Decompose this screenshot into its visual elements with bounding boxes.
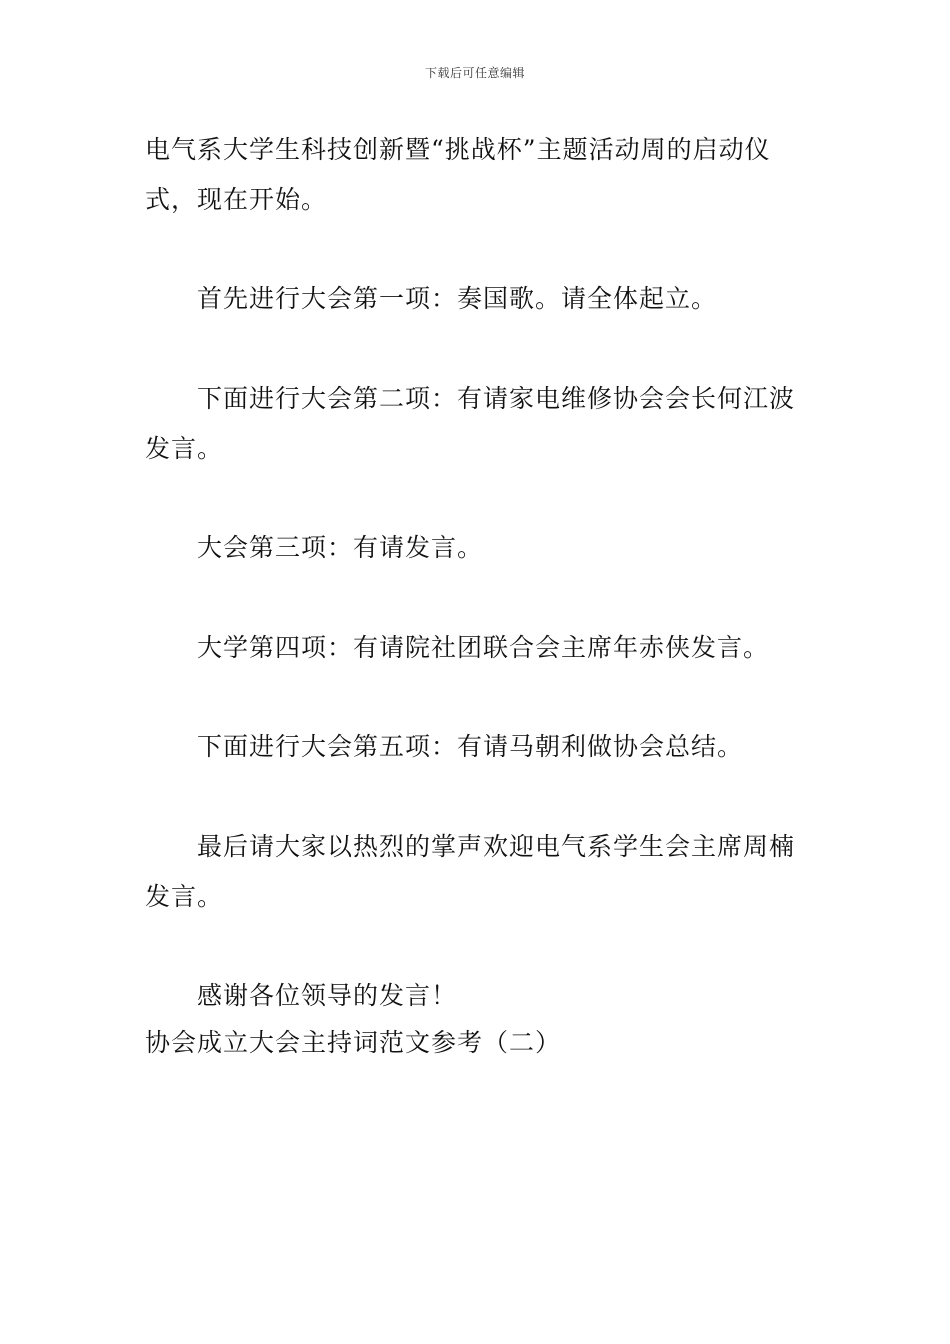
paragraph-item-4: 大学第四项：有请院社团联合会主席年赤侠发言。 [197, 633, 770, 662]
page-header: 下载后可任意编辑 [424, 66, 525, 80]
paragraph-item-1: 首先进行大会第一项：奏国歌。请全体起立。 [197, 284, 718, 313]
next-section-title: 协会成立大会主持词范文参考（二） [145, 1028, 562, 1057]
paragraph-item-2: 下面进行大会第二项：有请家电维修协会会长何江波发言。 [145, 384, 796, 463]
paragraph-opening: 电气系大学生科技创新暨“挑战杯”主题活动周的启动仪式，现在开始。 [145, 135, 771, 214]
paragraph-closing: 最后请大家以热烈的掌声欢迎电气系学生会主席周楠发言。 [145, 832, 796, 911]
paragraph-item-5: 下面进行大会第五项：有请马朝利做协会总结。 [197, 732, 744, 761]
paragraph-thanks: 感谢各位领导的发言！ [197, 981, 458, 1010]
paragraph-item-3: 大会第三项：有请发言。 [197, 533, 484, 562]
